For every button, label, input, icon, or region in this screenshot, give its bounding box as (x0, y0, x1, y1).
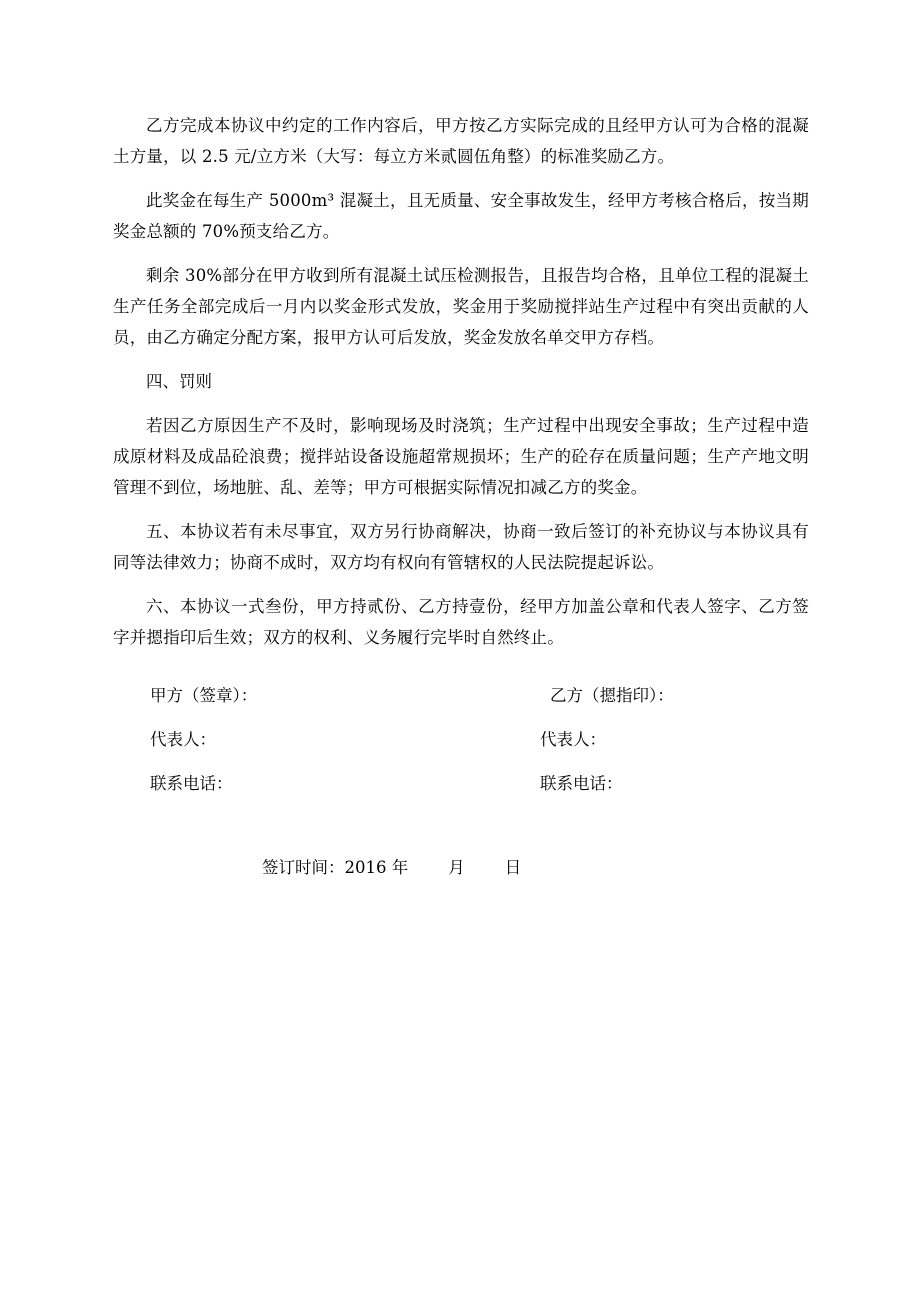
reward-clause-paragraph: 乙方完成本协议中约定的工作内容后，甲方按乙方实际完成的且经甲方认可为合格的混凝土方量，以 2.5 元/立方米（大写：每立方米贰圆伍角整）的标准奖励乙方。 (113, 116, 809, 166)
party-b-title: 乙方（摁指印）： (550, 686, 674, 705)
penalty-heading: 四、罚则 (146, 372, 212, 391)
advance-payment-paragraph: 此奖金在每生产 5000m³ 混凝土，且无质量、安全事故发生，经甲方考核合格后，按当期奖金总额的 70%预支给乙方。 (113, 191, 809, 241)
party-a-phone: 联系电话： (150, 774, 233, 793)
party-a-title: 甲方（签章）： (150, 686, 258, 705)
signing-date-month: 月 (448, 858, 465, 877)
agreement-body (113, 110, 809, 666)
party-a-signature-block (150, 686, 257, 818)
copies-validity-paragraph: 六、本协议一式叁份，甲方持贰份、乙方持壹份，经甲方加盖公章和代表人签字、乙方签字并摁指印后生效；双方的权利、义务履行完毕时自然终止。 (113, 597, 809, 647)
unresolved-matters-paragraph: 五、本协议若有未尽事宜，双方另行协商解决，协商一致后签订的补充协议与本协议具有同等法律效力；协商不成时，双方均有权向有管辖权的人民法院提起诉讼。 (113, 522, 809, 572)
party-b-phone: 联系电话： (540, 774, 623, 793)
party-b-representative: 代表人： (540, 730, 606, 749)
signing-date-day: 日 (504, 858, 522, 877)
remaining-bonus-paragraph: 剩余 30%部分在甲方收到所有混凝土试压检测报告，且报告均合格，且单位工程的混凝土生产任务全部完成后一月内以奖金形式发放，奖金用于奖励搅拌站生产过程中有突出贡献的人员，由乙方确定分配方案，报甲方认可后发放，奖金发放名单交甲方存档。 (113, 266, 809, 347)
signing-date-label: 签订时间：2016 年 (262, 858, 409, 877)
party-a-representative: 代表人： (150, 730, 216, 749)
penalty-paragraph: 若因乙方原因生产不及时，影响现场及时浇筑；生产过程中出现安全事故；生产过程中造成原材料及成品砼浪费；搅拌站设备设施超常规损坏；生产的砼存在质量问题；生产产地文明管理不到位，场地脏、乱、差等；甲方可根据实际情况扣减乙方的奖金。 (113, 416, 809, 497)
signing-date (262, 858, 521, 878)
party-b-signature-block (540, 686, 674, 818)
